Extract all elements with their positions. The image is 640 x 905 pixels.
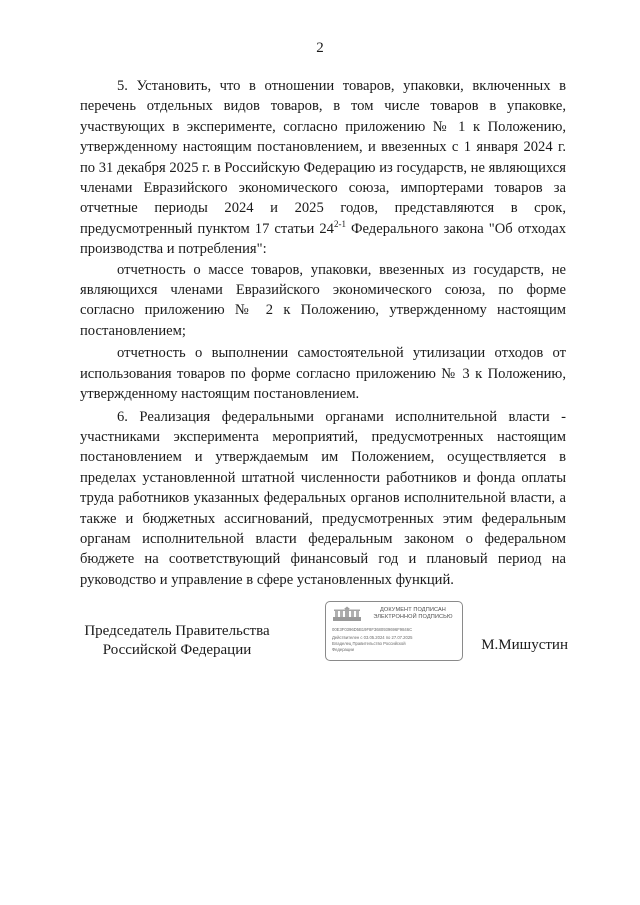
stamp-owner-continued: Федерации [332,646,354,652]
stamp-certificate: 00E3F0396D5B19F8F3680939696F9846C [332,627,413,632]
paragraph-5-text: 5. Установить, что в отношении товаров, упаковки, включенных в перечень отдельных видов товаров, в том числе товаров в упаковке, участвующих в эксперименте, согласно приложению № 1 к Положению, утвержденному настоящим постановлением, и ввезенных с 1 января 2024 г. по 31 декабря 2025 г. в Российскую Федерацию из государств, не являющихся членами Евразийского экономического союза, импортерами товаров за отчетные периоды 2024 и 2025 годов, представляются в срок, предусмотренный пунктом 17 статьи 24 [80,78,566,237]
electronic-signature-stamp [325,601,463,661]
signer-name: М.Мишустин [481,637,568,653]
paragraph-mass-report: отчетность о массе товаров, упаковки, ввезенных из государств, не являющихся членами Евразийского экономического союза, по форме согласно приложению № 2 к Положению, утвержденному настоящим постановлением; [80,261,566,339]
stamp-owner: Владелец Правительство Российской [332,641,406,646]
coat-of-arms-icon [332,606,362,622]
article-superscript: 2-1 [333,218,346,229]
stamp-header-line-2: ЭЛЕКТРОННОЙ ПОДПИСЬЮ [373,614,453,620]
paragraph-5-text-end: Федерального закона "Об отходах производства и потребления": [80,220,566,258]
paragraph-utilization-report: отчетность о выполнении самостоятельной утилизации отходов от использования товаров по форме согласно приложению № 3 к Положению, утвержденному настоящим постановлением. [80,345,566,403]
paragraph-6: 6. Реализация федеральными органами исполнительной власти - участниками эксперимента мероприятий, предусмотренных настоящим постановлением и утверждаемым им Положением, осуществляется в пределах установленной штатной численности работников и фонда оплаты труда работников указанных федеральных органов исполнительной власти, а также и бюджетных ассигнований, предусмотренных этим федеральным органам исполнительной власти федеральным законом о федеральном бюджете на соответствующий финансовый год и плановый период на руководство и управление в сфере установленных функций. [80,408,566,588]
paragraph-5 [80,76,566,260]
signer-title-line-2: Российской Федерации [102,642,252,658]
page-number: 2 [316,40,324,56]
stamp-header-line-1: ДОКУМЕНТ ПОДПИСАН [380,607,446,613]
document-body [80,76,566,590]
signer-title-line-1: Председатель Правительства [84,623,270,639]
stamp-header [366,607,460,621]
signer-title [72,622,282,660]
stamp-validity: Действителен с 03.05.2024 по 27.07.2025 [332,635,413,640]
